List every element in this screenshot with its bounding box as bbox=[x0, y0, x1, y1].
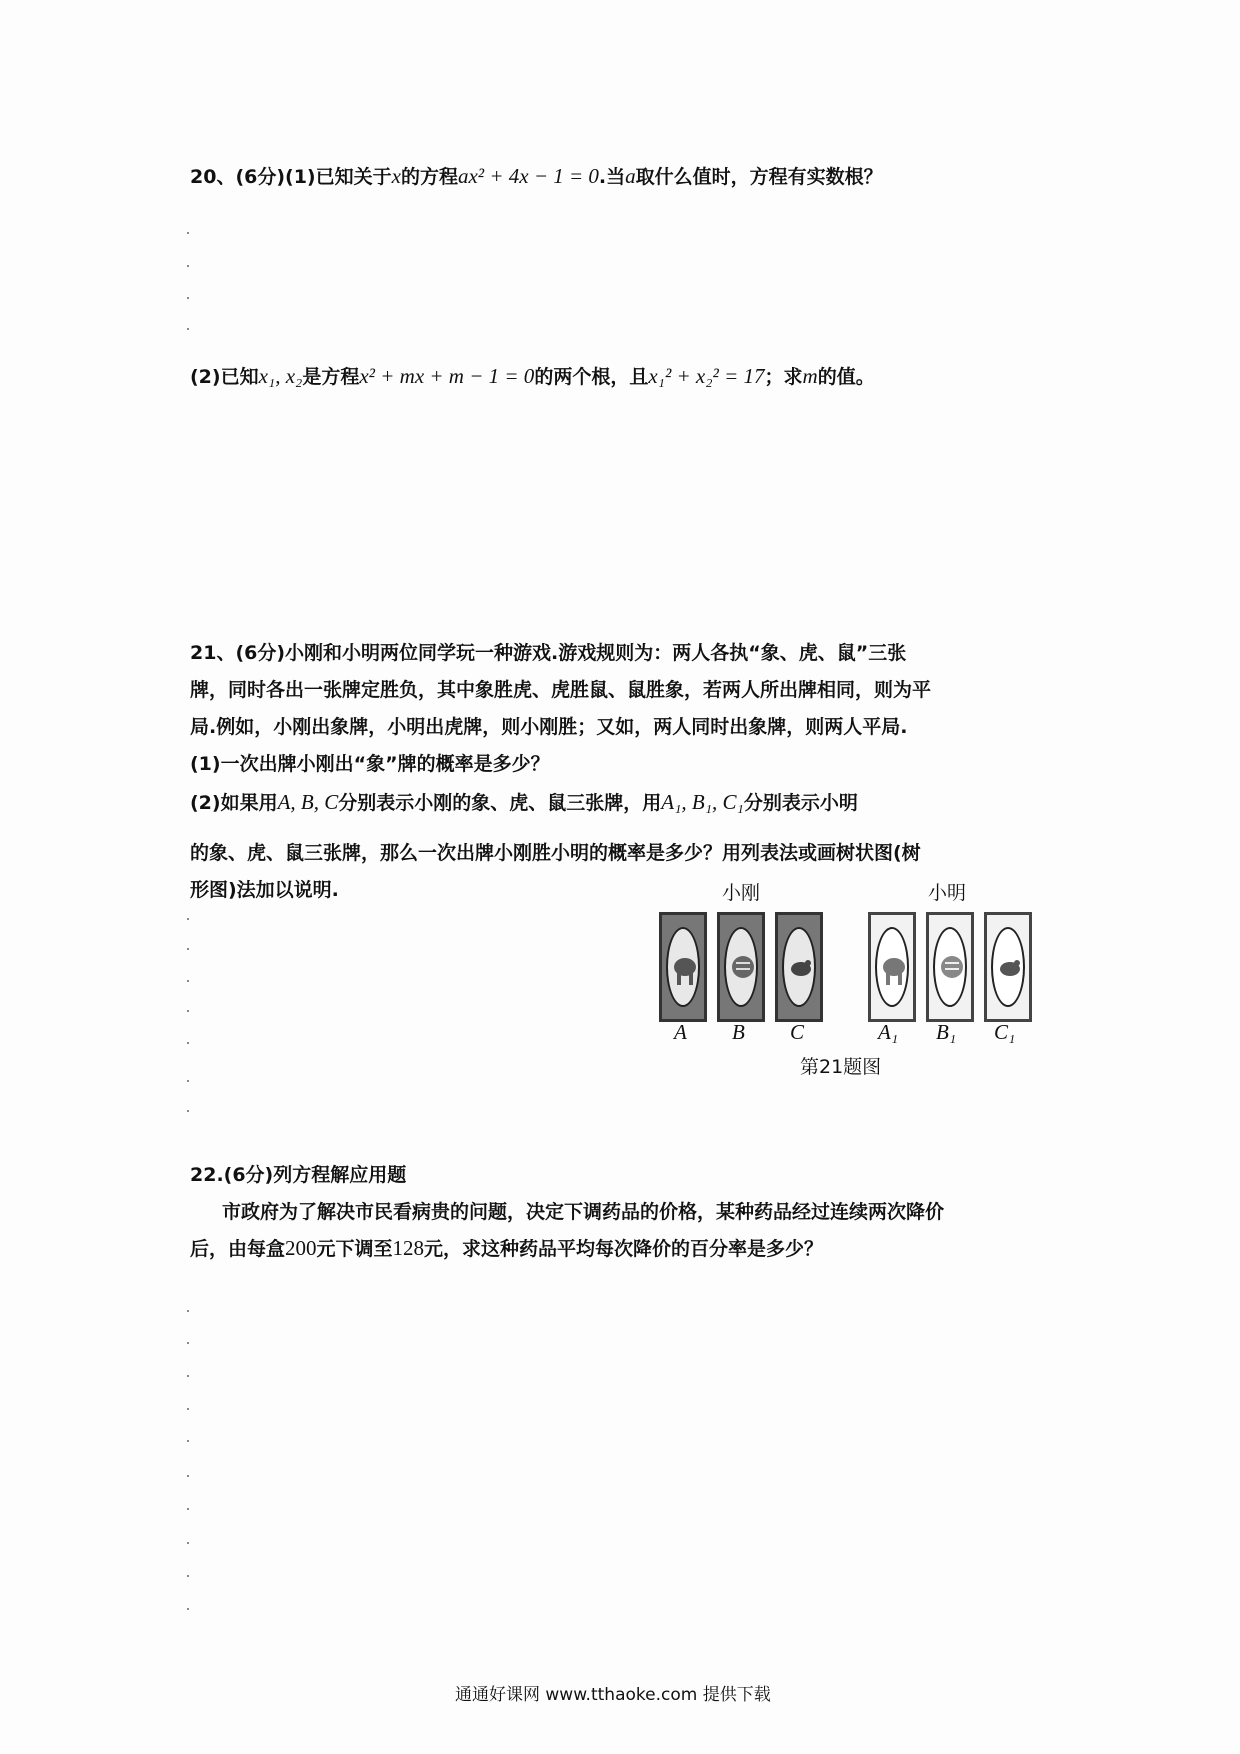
scan-dot bbox=[187, 1310, 189, 1312]
mouse-icon bbox=[995, 949, 1025, 989]
scan-dot bbox=[187, 232, 189, 234]
label-b1: B₁ bbox=[936, 1020, 957, 1044]
q20-p2-text3: ；求 bbox=[764, 366, 803, 388]
card-tiger-b1 bbox=[926, 912, 974, 1022]
q21-p2-text1: 分别表示小刚的象、虎、鼠三张牌，用 bbox=[338, 792, 662, 814]
scan-dot bbox=[187, 328, 189, 330]
scan-dot bbox=[187, 1575, 189, 1577]
scan-dot bbox=[187, 1608, 189, 1610]
q20-text3: 取什么值时，方程有实数根？ bbox=[635, 166, 883, 188]
var-x: x bbox=[391, 164, 401, 188]
q20-p2-text2: 的两个根，且 bbox=[534, 366, 649, 388]
roots: x₁, x₂ bbox=[258, 364, 303, 388]
footer-text: 通通好课网 www.tthaoke.com 提供下载 bbox=[455, 1685, 771, 1705]
card-tiger-b bbox=[717, 912, 765, 1022]
q20-p2-text1: 是方程 bbox=[302, 366, 360, 388]
q21-part2 bbox=[190, 788, 858, 815]
letters-a1b1c1: A₁, B₁, C₁ bbox=[661, 790, 744, 814]
q21-p2-text2: 分别表示小明 bbox=[743, 792, 858, 814]
q21-line7: 形图)法加以说明. bbox=[190, 879, 339, 901]
scan-dot bbox=[187, 1080, 189, 1082]
label-a1: A₁ bbox=[878, 1020, 899, 1044]
scan-dot bbox=[187, 1042, 189, 1044]
q20-text2: .当 bbox=[598, 166, 626, 188]
scan-dot bbox=[187, 948, 189, 950]
elephant-icon bbox=[879, 949, 909, 989]
scan-dot bbox=[187, 1408, 189, 1410]
figure-caption: 第21题图 bbox=[800, 1056, 882, 1078]
var-m: m bbox=[802, 364, 818, 388]
label-c: C bbox=[790, 1020, 805, 1044]
q22-line2: 市政府为了解决市民看病贵的问题，决定下调药品的价格，某种药品经过连续两次降价 bbox=[222, 1201, 945, 1223]
q20-text1: 的方程 bbox=[400, 166, 458, 188]
card-mouse-c bbox=[775, 912, 823, 1022]
mouse-icon bbox=[786, 949, 816, 989]
q22-line3 bbox=[190, 1234, 823, 1261]
scan-dot bbox=[187, 1375, 189, 1377]
scan-dot bbox=[187, 1542, 189, 1544]
q20-p2-text4: 的值。 bbox=[817, 366, 875, 388]
label-c1: C₁ bbox=[994, 1020, 1016, 1044]
q22-text1: 后，由每盒 bbox=[190, 1238, 286, 1260]
q21-line2: 牌，同时各出一张牌定胜负，其中象胜虎、虎胜鼠、鼠胜象，若两人所出牌相同，则为平 bbox=[190, 679, 932, 701]
label-b: B bbox=[732, 1020, 745, 1044]
q20-part1 bbox=[190, 162, 883, 189]
scan-dot bbox=[187, 980, 189, 982]
scan-dot bbox=[187, 297, 189, 299]
q21-part1: (1)一次出牌小刚出“象”牌的概率是多少？ bbox=[190, 753, 550, 775]
tiger-icon bbox=[728, 949, 758, 989]
letters-abc: A, B, C bbox=[277, 790, 339, 814]
condition: x₁² + x₂² = 17 bbox=[648, 364, 765, 388]
q20-head: 20、(6分)(1)已知关于 bbox=[190, 166, 392, 188]
scan-dot bbox=[187, 1475, 189, 1477]
q22-title: 22.(6分)列方程解应用题 bbox=[190, 1164, 407, 1186]
q22-text3: 元，求这种药品平均每次降价的百分率是多少？ bbox=[424, 1238, 824, 1260]
q21-line3: 局.例如，小刚出象牌，小明出虎牌，则小刚胜；又如，两人同时出象牌，则两人平局. bbox=[190, 716, 908, 738]
q21-line1: 21、(6分)小刚和小明两位同学玩一种游戏.游戏规则为：两人各执“象、虎、鼠”三张 bbox=[190, 642, 907, 664]
tiger-icon bbox=[937, 949, 967, 989]
scan-dot bbox=[187, 1440, 189, 1442]
q21-line6: 的象、虎、鼠三张牌，那么一次出牌小刚胜小明的概率是多少？用列表法或画树状图(树 bbox=[190, 842, 921, 864]
scan-dot bbox=[187, 1508, 189, 1510]
scan-dot bbox=[187, 918, 189, 920]
var-a: a bbox=[625, 164, 636, 188]
q22-text2: 元下调至 bbox=[316, 1238, 393, 1260]
scan-dot bbox=[187, 1110, 189, 1112]
value-200: 200 bbox=[285, 1236, 317, 1260]
elephant-icon bbox=[670, 949, 700, 989]
scan-dot bbox=[187, 1010, 189, 1012]
equation-2: x² + mx + m − 1 = 0 bbox=[359, 364, 535, 388]
q20-part2 bbox=[190, 362, 875, 389]
value-128: 128 bbox=[392, 1236, 425, 1260]
figure-group1-label: 小刚 bbox=[722, 882, 761, 904]
label-a: A bbox=[674, 1020, 687, 1044]
card-mouse-c1 bbox=[984, 912, 1032, 1022]
scan-dot bbox=[187, 265, 189, 267]
figure-group2-label: 小明 bbox=[928, 882, 967, 904]
equation-1: ax² + 4x − 1 = 0 bbox=[457, 164, 599, 188]
scan-dot bbox=[187, 1342, 189, 1344]
q21-p2-head: (2)如果用 bbox=[190, 792, 278, 814]
card-elephant-a bbox=[659, 912, 707, 1022]
card-elephant-a1 bbox=[868, 912, 916, 1022]
q20-p2-head: (2)已知 bbox=[190, 366, 259, 388]
